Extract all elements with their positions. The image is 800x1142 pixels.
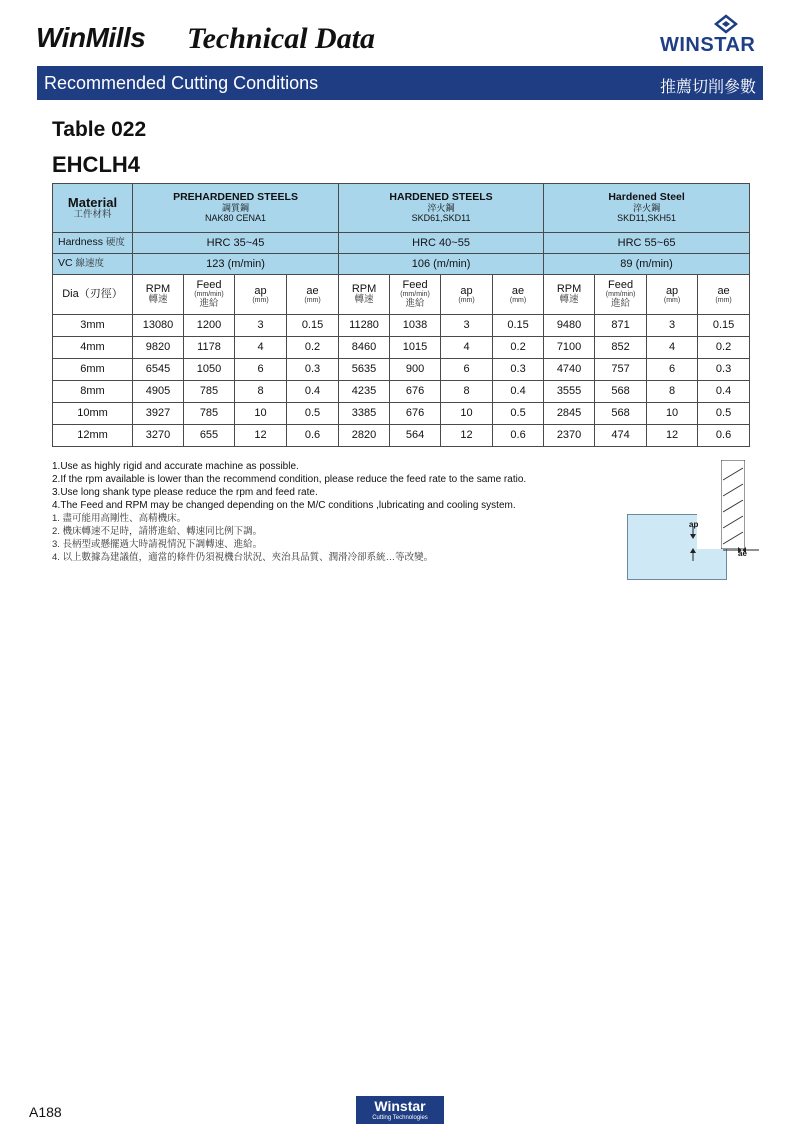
value-cell: 10: [235, 403, 287, 425]
ae-label: ae: [717, 284, 730, 297]
value-cell: 0.15: [287, 315, 339, 337]
rpm-header: [339, 275, 390, 315]
value-cell: 12: [235, 425, 287, 447]
group-cn: 淬火鋼: [427, 202, 455, 213]
rpm-label: RPM: [556, 283, 582, 296]
dia-cell: 10mm: [53, 403, 133, 425]
page-title: Technical Data: [187, 22, 376, 55]
group-header-3: [544, 184, 750, 233]
ae-unit: (mm): [715, 296, 732, 304]
table-row: [53, 425, 750, 447]
cutting-conditions-table: [52, 183, 750, 447]
ae-label: ae: [306, 284, 319, 297]
rpm-label-cn: 轉速: [559, 294, 579, 306]
value-cell: 4740: [544, 359, 595, 381]
feed-unit: (mm/min): [194, 291, 224, 299]
value-cell: 0.6: [287, 425, 339, 447]
note-cn: 2. 機床轉速不足時，請將進給、轉速同比例下調。: [52, 526, 263, 537]
feed-header: [595, 275, 647, 315]
column-header-row: [53, 275, 750, 315]
feed-label: Feed: [608, 279, 634, 292]
value-cell: 3555: [544, 381, 595, 403]
vc-value: 106 (m/min): [339, 254, 544, 275]
value-cell: 0.2: [287, 337, 339, 359]
table-number: Table 022: [52, 118, 147, 141]
value-cell: 4: [235, 337, 287, 359]
value-cell: 11280: [339, 315, 390, 337]
ap-label: ap: [689, 520, 699, 529]
value-cell: 0.4: [698, 381, 750, 403]
value-cell: 8: [441, 381, 493, 403]
dimension-arrows-icon: [683, 526, 763, 566]
value-cell: 3: [647, 315, 698, 337]
table-row: [53, 359, 750, 381]
group-header-2: [339, 184, 544, 233]
value-cell: 2845: [544, 403, 595, 425]
value-cell: 757: [595, 359, 647, 381]
value-cell: 0.15: [493, 315, 544, 337]
footer-badge-title: Winstar: [374, 1098, 426, 1114]
value-cell: 7100: [544, 337, 595, 359]
value-cell: 6: [235, 359, 287, 381]
value-cell: 852: [595, 337, 647, 359]
value-cell: 3270: [133, 425, 184, 447]
value-cell: 9480: [544, 315, 595, 337]
value-cell: 3: [441, 315, 493, 337]
value-cell: 0.5: [698, 403, 750, 425]
vc-value: 123 (m/min): [133, 254, 339, 275]
value-cell: 6: [647, 359, 698, 381]
footer-badge-subtitle: Cutting Technologies: [372, 1115, 428, 1121]
value-cell: 5635: [339, 359, 390, 381]
value-cell: 1200: [184, 315, 235, 337]
ae-header: [493, 275, 544, 315]
winstar-logo: [656, 14, 766, 58]
value-cell: 10: [441, 403, 493, 425]
material-header: [53, 184, 133, 233]
value-cell: 13080: [133, 315, 184, 337]
value-cell: 655: [184, 425, 235, 447]
rpm-header: [133, 275, 184, 315]
hardness-value: HRC 55~65: [544, 233, 750, 254]
value-cell: 676: [390, 381, 441, 403]
value-cell: 0.3: [287, 359, 339, 381]
dia-cell: 3mm: [53, 315, 133, 337]
value-cell: 3385: [339, 403, 390, 425]
value-cell: 2820: [339, 425, 390, 447]
value-cell: 4905: [133, 381, 184, 403]
value-cell: 0.5: [493, 403, 544, 425]
ap-header: [647, 275, 698, 315]
rpm-label: RPM: [145, 283, 171, 296]
value-cell: 785: [184, 403, 235, 425]
value-cell: 0.3: [493, 359, 544, 381]
group-title: Hardened Steel: [608, 191, 685, 204]
page-number: A188: [29, 1104, 62, 1120]
table-row: [53, 403, 750, 425]
value-cell: 568: [595, 381, 647, 403]
dia-cell: 4mm: [53, 337, 133, 359]
ae-label: ae: [738, 549, 747, 558]
dia-label: Dia（刃徑）: [53, 275, 133, 315]
ae-unit: (mm): [509, 296, 527, 304]
note-en: 3.Use long shank type please reduce the rpm and feed rate.: [52, 487, 318, 498]
value-cell: 0.2: [698, 337, 750, 359]
model-name: EHCLH4: [52, 152, 141, 177]
value-cell: 568: [595, 403, 647, 425]
feed-header: [184, 275, 235, 315]
ap-header: [441, 275, 493, 315]
group-grades: SKD61,SKD11: [411, 212, 471, 223]
table-row: [53, 381, 750, 403]
value-cell: 4235: [339, 381, 390, 403]
group-title: HARDENED STEELS: [389, 191, 493, 204]
note-cn: 4. 以上數據為建議值，適當的條件仍須視機台狀況、夾治具品質、潤滑冷卻系統…等改變。: [52, 552, 434, 563]
rpm-label-cn: 轉速: [354, 294, 374, 306]
group-title: PREHARDENED STEELS: [173, 191, 298, 204]
brand-wordmark: WinMills: [36, 22, 146, 53]
value-cell: 1178: [184, 337, 235, 359]
dia-cell: 12mm: [53, 425, 133, 447]
value-cell: 1050: [184, 359, 235, 381]
logo-text: WINSTAR: [660, 34, 756, 56]
feed-label: Feed: [196, 279, 222, 292]
value-cell: 8: [235, 381, 287, 403]
banner-title-cn: 推薦切削參數: [659, 79, 756, 96]
ae-header: [698, 275, 750, 315]
feed-label-cn: 進給: [405, 298, 425, 310]
group-grades: SKD11,SKH51: [617, 212, 676, 223]
table-body: [53, 315, 750, 447]
value-cell: 3927: [133, 403, 184, 425]
banner-title: Recommended Cutting Conditions: [44, 73, 319, 93]
ap-unit: (mm): [458, 296, 475, 304]
ap-header: [235, 275, 287, 315]
feed-label: Feed: [402, 279, 428, 292]
note-en: 1.Use as highly rigid and accurate machine as possible.: [52, 461, 299, 472]
ap-label: ap: [665, 284, 679, 297]
value-cell: 474: [595, 425, 647, 447]
value-cell: 0.4: [493, 381, 544, 403]
ae-unit: (mm): [304, 296, 321, 304]
value-cell: 8460: [339, 337, 390, 359]
notes-block: [52, 460, 612, 564]
rpm-label-cn: 轉速: [148, 294, 168, 306]
ap-unit: (mm): [252, 296, 269, 304]
value-cell: 900: [390, 359, 441, 381]
value-cell: 12: [441, 425, 493, 447]
note-cn: 1. 盡可能用高剛性、高精機床。: [52, 513, 187, 524]
value-cell: 0.3: [698, 359, 750, 381]
note-en: 4.The Feed and RPM may be changed depending on the M/C conditions ,lubricating and cooling system.: [52, 500, 516, 511]
ap-label: ap: [460, 284, 473, 297]
value-cell: 0.4: [287, 381, 339, 403]
ae-label: ae: [511, 284, 525, 297]
group-cn: 淬火鋼: [633, 202, 661, 213]
feed-header: [390, 275, 441, 315]
value-cell: 10: [647, 403, 698, 425]
feed-label-cn: 進給: [611, 298, 631, 310]
value-cell: 6545: [133, 359, 184, 381]
table-row: [53, 315, 750, 337]
dia-cell: 6mm: [53, 359, 133, 381]
value-cell: 6: [441, 359, 493, 381]
material-label: Material: [67, 194, 118, 210]
hardness-value: HRC 35~45: [133, 233, 339, 254]
rpm-label: RPM: [351, 283, 377, 296]
feed-label-cn: 進給: [199, 298, 219, 310]
ap-unit: (mm): [663, 296, 681, 304]
ap-ae-diagram: [627, 460, 757, 580]
group-cn: 調質鋼: [222, 202, 250, 213]
value-cell: 12: [647, 425, 698, 447]
value-cell: 0.2: [493, 337, 544, 359]
group-header-1: [133, 184, 339, 233]
value-cell: 1015: [390, 337, 441, 359]
group-grades: NAK80 CENA1: [205, 212, 267, 223]
vc-label-cell: [53, 254, 133, 275]
hardness-label-cn: 硬度: [105, 237, 125, 249]
note-cn: 3. 長柄型或懸擺過大時請視情況下調轉速、進給。: [52, 539, 263, 550]
feed-unit: (mm/min): [605, 291, 636, 299]
value-cell: 4: [441, 337, 493, 359]
footer-badge: [356, 1096, 444, 1124]
value-cell: 0.6: [698, 425, 750, 447]
material-label-cn: 工件材料: [73, 208, 112, 220]
value-cell: 1038: [390, 315, 441, 337]
hardness-value: HRC 40~55: [339, 233, 544, 254]
vc-label-cn: 線速度: [75, 258, 105, 270]
ap-label: ap: [254, 284, 267, 297]
hardness-label-cell: [53, 233, 133, 254]
vc-label: VC: [58, 257, 73, 270]
value-cell: 9820: [133, 337, 184, 359]
value-cell: 4: [647, 337, 698, 359]
feed-unit: (mm/min): [400, 291, 430, 299]
value-cell: 564: [390, 425, 441, 447]
rpm-header: [544, 275, 595, 315]
vc-value: 89 (m/min): [544, 254, 750, 275]
value-cell: 0.15: [698, 315, 750, 337]
value-cell: 871: [595, 315, 647, 337]
note-en: 2.If the rpm available is lower than the recommend condition, please reduce the feed rate to the same ratio.: [52, 474, 527, 485]
value-cell: 785: [184, 381, 235, 403]
value-cell: 8: [647, 381, 698, 403]
value-cell: 3: [235, 315, 287, 337]
table-row: [53, 337, 750, 359]
section-banner: [37, 66, 763, 100]
value-cell: 676: [390, 403, 441, 425]
value-cell: 0.5: [287, 403, 339, 425]
value-cell: 2370: [544, 425, 595, 447]
ae-header: [287, 275, 339, 315]
hardness-label: Hardness: [58, 236, 103, 249]
dia-cell: 8mm: [53, 381, 133, 403]
value-cell: 0.6: [493, 425, 544, 447]
